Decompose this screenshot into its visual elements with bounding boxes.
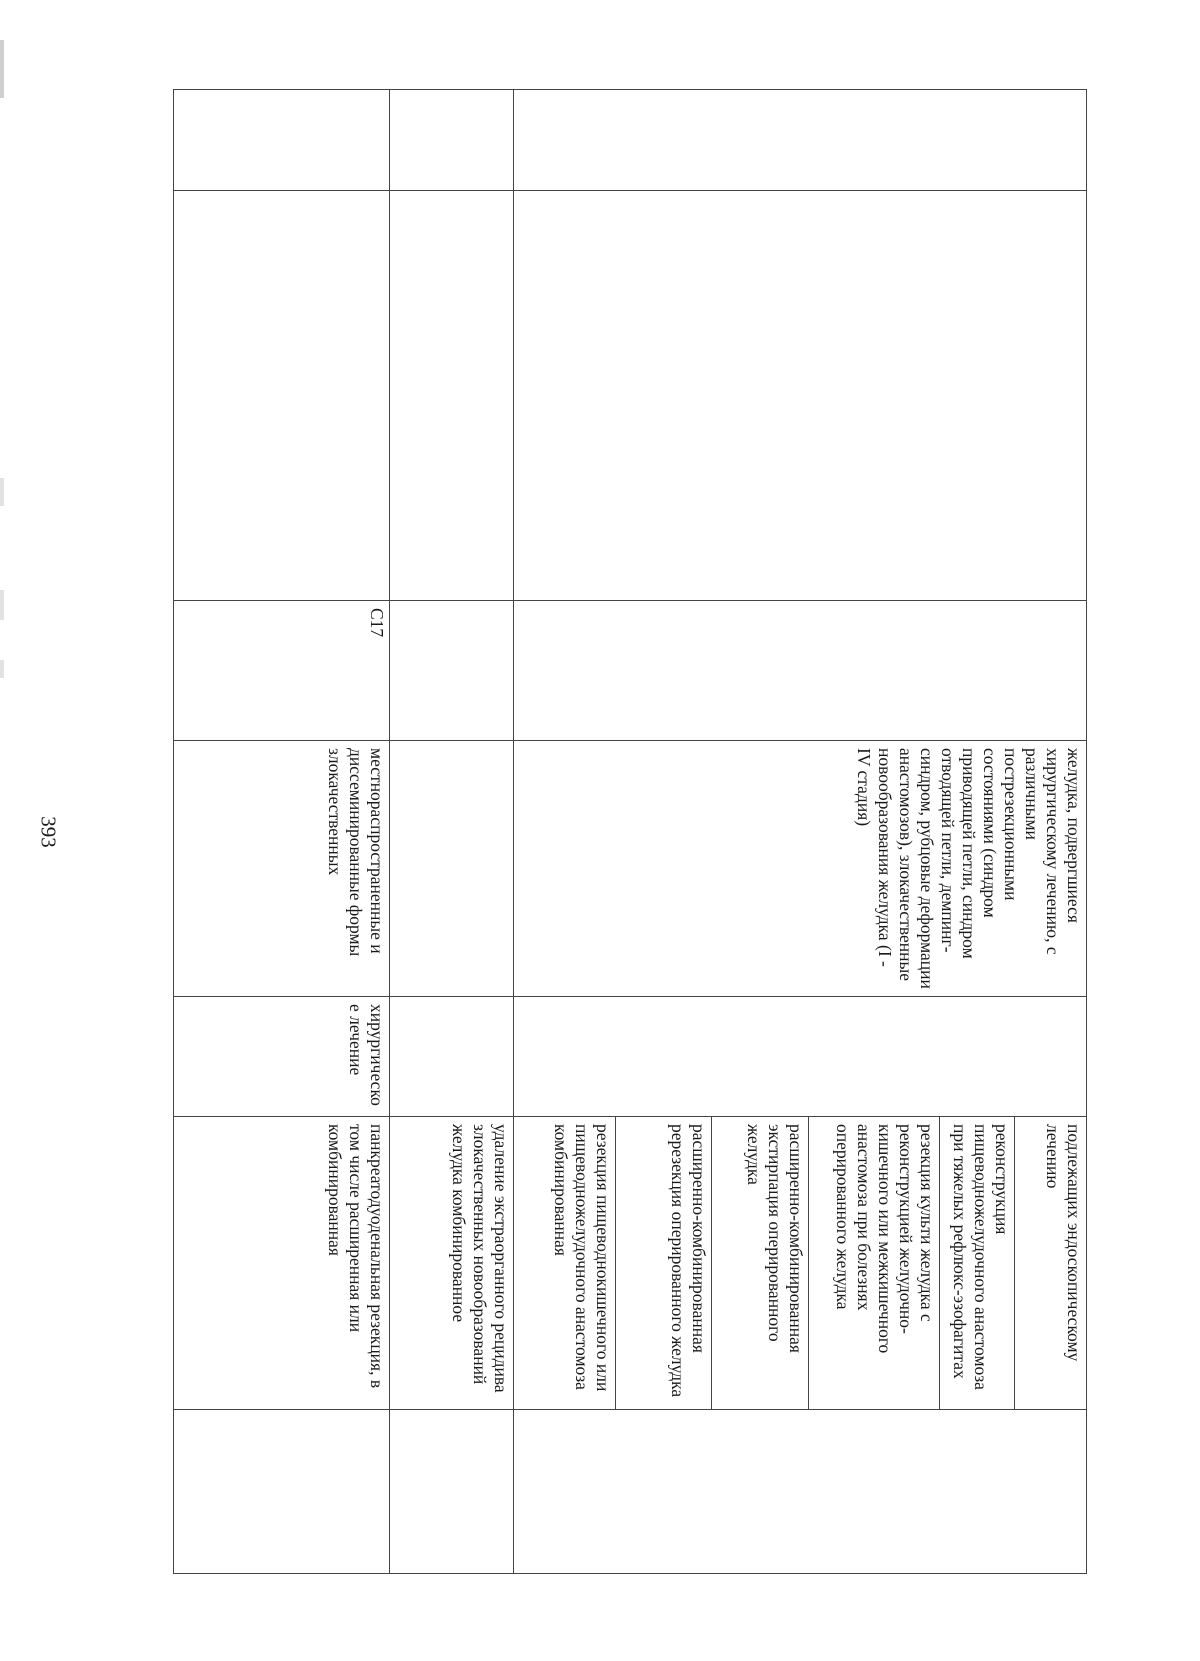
table-row xyxy=(174,90,390,1574)
table-cell-diagnosis: желудка, подвергшиеся хирургическому лечению, с различными пострезекционными состояниями (синдром приводящей петли, синдром отводящей петли, демпинг-синдром, рубцовые деформации анастомозов), злокачественные новообразования желудка (I - IV стадия) xyxy=(514,741,1087,997)
table-cell-treatment-type xyxy=(514,997,1087,1117)
medical-care-table xyxy=(173,89,1087,1574)
table-cell-diagnosis xyxy=(390,741,514,997)
table-cell-method: удаление экстраорганного рецидива злокачественных новообразований желудка комбинированное xyxy=(390,1117,514,1410)
scan-edge-mark xyxy=(0,40,4,98)
table-cell-number xyxy=(514,90,1087,191)
table-cell-method: расширенно-комбинированная экстирпация оперированного желудка xyxy=(712,1117,809,1410)
table-cell-method: подлежащих эндоскопическому лечению xyxy=(1015,1117,1087,1410)
table-cell-method: реконструкция пищеводножелудочного анастомоза при тяжелых рефлюкс-эзофагитах xyxy=(940,1117,1015,1410)
table-row xyxy=(1015,90,1087,1574)
table-cell-name xyxy=(390,191,514,601)
table-cell-method: резекция культи желудка с реконструкцией желудочно-кишечного или межкишечного анастомоза при болезнях оперированного желудка xyxy=(809,1117,940,1410)
rotated-table-container xyxy=(174,89,1087,1573)
page-number: 393 xyxy=(36,816,61,848)
table-cell-cost xyxy=(514,1410,1087,1574)
table-cell-code xyxy=(390,601,514,741)
scan-edge-mark xyxy=(0,590,4,620)
scan-edge-mark xyxy=(0,478,4,506)
table-cell-code: C17 xyxy=(174,601,390,741)
table-cell-method: резекция пищеводнокишечного или пищеводножелудочного анастомоза комбинированная xyxy=(514,1117,616,1410)
scan-edge-mark xyxy=(0,660,4,678)
table-cell-number xyxy=(390,90,514,191)
table-cell-treatment-type xyxy=(390,997,514,1117)
table-cell-cost xyxy=(390,1410,514,1574)
table-row xyxy=(390,90,514,1574)
table-cell-method: расширенно-комбинированная ререзекция оперированного желудка xyxy=(616,1117,712,1410)
table-cell-number xyxy=(174,90,390,191)
table-cell-method: панкреатодуоденальная резекция, в том числе расширенная или комбинированная xyxy=(174,1117,390,1410)
table-cell-name xyxy=(174,191,390,601)
table-cell-code xyxy=(514,601,1087,741)
table-cell-name xyxy=(514,191,1087,601)
table-cell-diagnosis: местнораспространенные и диссеминированные формы злокачественных xyxy=(174,741,390,997)
table-cell-treatment-type: хирургическое лечение xyxy=(174,997,390,1117)
table-cell-cost xyxy=(174,1410,390,1574)
